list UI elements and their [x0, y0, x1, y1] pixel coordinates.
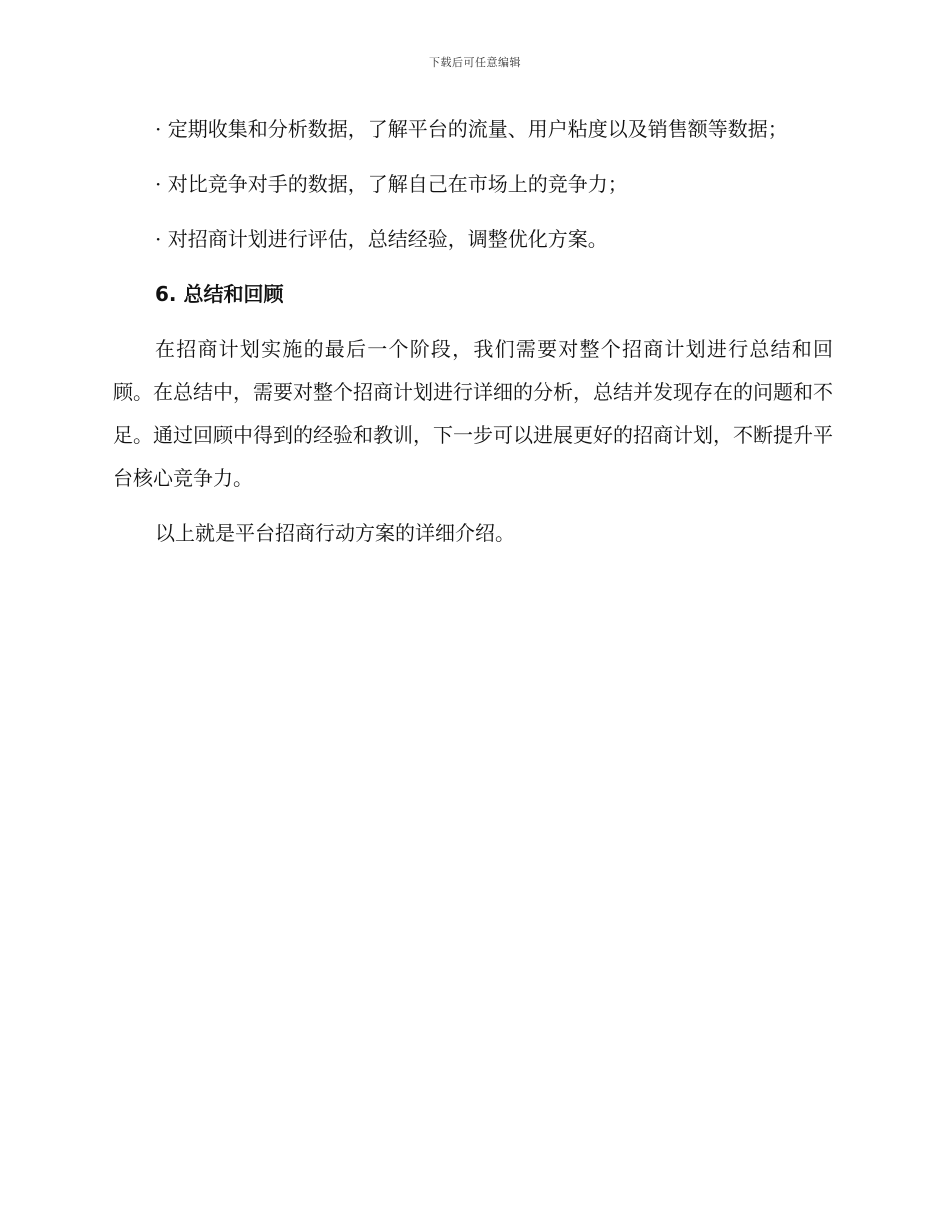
spacer [113, 206, 833, 218]
bullet-item-competitor-comparison: · 对比竞争对手的数据，了解自己在市场上的竞争力； [155, 172, 628, 196]
document-body [113, 108, 833, 555]
summary-paragraph: 在招商计划实施的最后一个阶段，我们需要对整个招商计划进行总结和回顾。在总结中，需要对整个招商计划进行详细的分析，总结并发现存在的问题和不足。通过回顾中得到的经验和教训，下一步可以进展更好的招商计划，不断提升平台核心竞争力。 [113, 337, 833, 490]
bullet-item-plan-evaluation: · 对招商计划进行评估，总结经验，调整优化方案。 [155, 227, 608, 251]
bullet-item-data-analysis: · 定期收集和分析数据，了解平台的流量、用户粘度以及销售额等数据； [155, 117, 788, 141]
spacer [113, 261, 833, 273]
spacer [113, 151, 833, 163]
page-header: 下载后可任意编辑 [429, 56, 521, 69]
spacer [113, 500, 833, 512]
spacer [113, 316, 833, 328]
section-heading: 6. 总结和回顾 [155, 282, 284, 306]
closing-paragraph: 以上就是平台招商行动方案的详细介绍。 [155, 521, 515, 545]
